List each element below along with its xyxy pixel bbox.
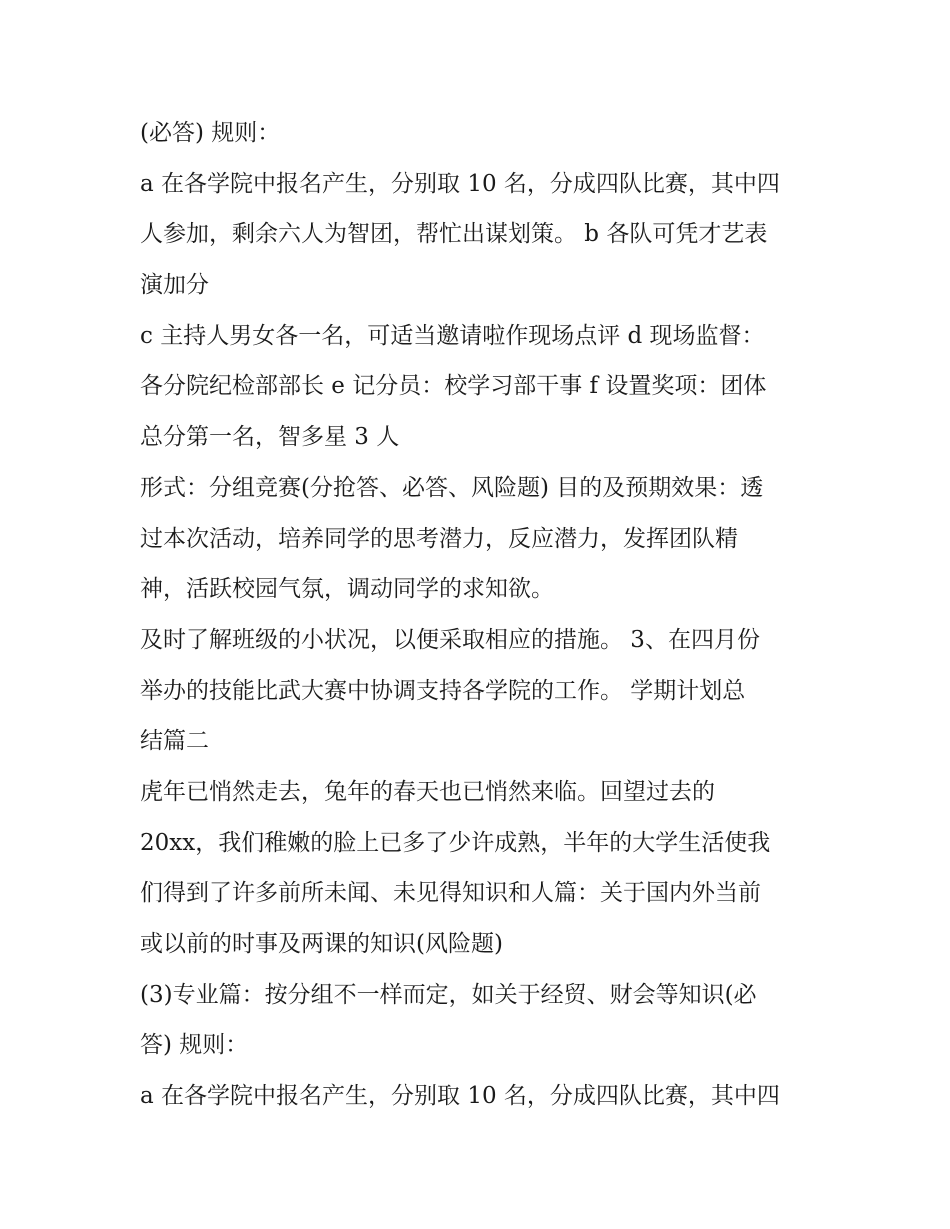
text-line: 形式：分组竞赛(分抢答、必答、风险题) 目的及预期效果：透 bbox=[140, 474, 764, 501]
text-line: (必答) 规则： bbox=[140, 120, 281, 146]
text-line: 及时了解班级的小状况，以便采取相应的措施。 3、在四月份 bbox=[140, 626, 760, 653]
text-line: 或以前的时事及两课的知识(风险题) bbox=[140, 931, 503, 957]
text-line: (3)专业篇：按分组不一样而定，如关于经贸、财会等知识(必 bbox=[140, 981, 757, 1008]
text-line: 虎年已悄然走去，兔年的春天也已悄然来临。回望过去的 bbox=[140, 778, 715, 805]
text-line: 结篇二 bbox=[140, 728, 209, 755]
text-line: 答) 规则： bbox=[140, 1032, 249, 1059]
text-line: a 在各学院中报名产生，分别取 10 名，分成四队比赛，其中四 bbox=[140, 170, 780, 197]
text-line: 神，活跃校园气氛，调动同学的求知欲。 bbox=[140, 576, 554, 603]
text-line: 总分第一名，智多星 3 人 bbox=[140, 424, 400, 451]
text-line: 各分院纪检部部长 e 记分员：校学习部干事 f 设置奖项：团体 bbox=[140, 373, 767, 400]
text-line: 过本次活动，培养同学的思考潜力，反应潜力，发挥团队精 bbox=[140, 525, 738, 552]
text-line: 演加分 bbox=[140, 272, 209, 299]
text-line: 们得到了许多前所未闻、未见得知识和人篇：关于国内外当前 bbox=[140, 880, 761, 907]
document-body bbox=[140, 108, 820, 1122]
text-line: 举办的技能比武大赛中协调支持各学院的工作。 学期计划总 bbox=[140, 677, 746, 704]
text-line: a 在各学院中报名产生，分别取 10 名，分成四队比赛，其中四 bbox=[140, 1083, 780, 1110]
text-line: 人参加，剩余六人为智团，帮忙出谋划策。 b 各队可凭才艺表 bbox=[140, 221, 768, 248]
text-line: 20xx，我们稚嫩的脸上已多了少许成熟，半年的大学生活使我 bbox=[140, 829, 771, 856]
text-line: c 主持人男女各一名，可适当邀请啦作现场点评 d 现场监督： bbox=[140, 322, 765, 349]
